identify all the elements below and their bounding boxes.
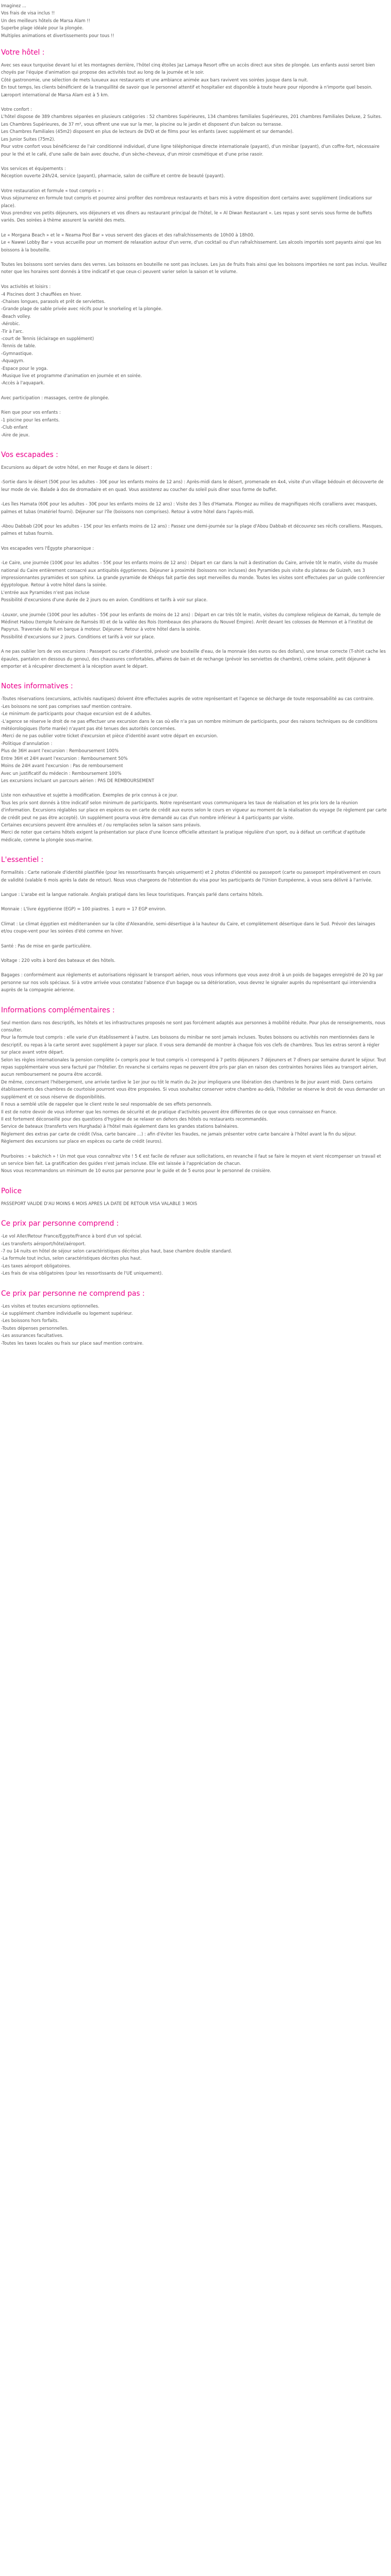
text-line: Entre 36H et 24H avant l'excursion : Remboursement 50% bbox=[1, 755, 128, 761]
section-title-prix-inclus: Ce prix par personne comprend : bbox=[1, 1219, 119, 1228]
paragraph-block bbox=[1, 611, 387, 641]
text-line: Læroport international de Marsa Alam est à 5 km. bbox=[1, 92, 109, 97]
paragraph-block bbox=[1, 545, 387, 552]
text-line: -Politique d'annulation : bbox=[1, 740, 53, 746]
text-line: -4 Piscines dont 3 chauffées en hiver. bbox=[1, 291, 82, 297]
text-line: -Beach volley. bbox=[1, 313, 31, 319]
text-line: A ne pas oublier lors de vos excursions : Passeport ou carte d'identité, prévoir une bouteille d'eau, de la monnaie (des euros ou des dollars), une tenue correcte (T-shirt cache les épaules, pantalon en dessous du genou), des chaussures confortables, affaires de bain et de rechange (prévoir les serviettes de chambre), crème solaire, petit déjeuner à emporter et à récupérer directement à la réception avant le départ. bbox=[1, 649, 386, 669]
paragraph-block bbox=[1, 409, 387, 438]
text-line: Climat : Le climat égyptien est méditerranéen sur la côte d'Alexandrie, semi-désertique à la hauteur du Caire, et complètement désertique dans le Sud. Prévoir des lainages et/ou coupe-vent pour les soirées d'été comme en hiver. bbox=[1, 921, 376, 934]
text-line: Il est fortement déconseillé pour des questions d'hygiène de se relaxer en dehors des hôtels ou restaurants recommandés. bbox=[1, 1116, 268, 1122]
paragraph-block bbox=[1, 971, 387, 993]
text-line: Possibilité d'excursions d'une durée de 2 jours ou en avion. Conditions et tarifs à voir sur place. bbox=[1, 597, 208, 603]
section-hotel bbox=[1, 46, 387, 438]
paragraph-block bbox=[1, 187, 387, 224]
text-line: -Grande plage de sable privée avec récifs pour le snorkeling et la plongée. bbox=[1, 306, 163, 312]
text-line: Formalités : Carte nationale d'identité plastifiée (pour les ressortissants français uniquement) et 2 photos d'identité ou passeport (carte ou passeport impérativement en cours de validité (valable 6 mois après la date de retour). Nous vous chargeons de l'obtention du visa pour les participants de l'Union Européenne, à vous sera délivré à l'arrivée. bbox=[1, 870, 381, 883]
text-line: -Les assurances facultatives. bbox=[1, 1333, 64, 1338]
section-title-essentiel: L'essentiel : bbox=[1, 856, 44, 865]
text-line: Les Junior Suites (75m2). bbox=[1, 136, 56, 142]
text-line: Il est de notre devoir de vous informer que les normes de sécurité et de pratique d'activités peuvent être différentes de ce que vous connaissez en France. bbox=[1, 1109, 337, 1114]
text-line: Avec un justificatif du médecin : Remboursement 100% bbox=[1, 770, 122, 776]
paragraph-block bbox=[1, 478, 387, 493]
paragraph-block bbox=[1, 695, 387, 784]
paragraph-block bbox=[1, 231, 387, 253]
text-line: -Espace pour le yoga. bbox=[1, 365, 48, 371]
text-line: -Toutes dépenses personnelles. bbox=[1, 1325, 69, 1331]
text-line: -Chaises longues, parasols et prêt de serviettes. bbox=[1, 299, 106, 304]
text-line: -Toutes réservations (excursions, activités nautiques) doivent être effectuées auprès de votre représentant et l'agence se décharge de toute responsabilité au cas contraire. bbox=[1, 696, 374, 702]
text-line: Voltage : 220 volts à bord des bateaux et des hôtels. bbox=[1, 958, 116, 963]
text-line: Votre restauration et formule « tout compris » : bbox=[1, 188, 104, 193]
text-line: Selon les règles internationales la pension complète (« compris pour le tout compris ») correspond à 7 petits déjeuners 7 déjeuners et 7 dîners par semaine durant le séjour. Tout repas supplémentaire vous sera facturé par l'hôtelier. En revanche si certains repas ne peuvent être pris par plan en raison des contraintes horaires liées au transport aérien, aucun remboursement ne pourra être accordé. bbox=[1, 1057, 386, 1077]
text-line: -Les boissons ne sont pas comprises sauf mention contraire. bbox=[1, 703, 132, 709]
paragraph-block bbox=[1, 869, 387, 884]
text-line: L'hôtel dispose de 389 chambres séparées en plusieurs catégories : 52 chambres Supérieures, 134 chambres familiales Supérieures, 201 chambres Familiales Deluxe, 2 Suites. bbox=[1, 114, 382, 120]
section-title-police: Police bbox=[1, 1187, 22, 1195]
intro-block bbox=[1, 2, 387, 39]
text-line: -La formule tout inclus, selon caractéristiques décrites plus haut. bbox=[1, 1256, 142, 1261]
paragraph-block bbox=[1, 957, 387, 964]
paragraph-block bbox=[1, 1302, 387, 1347]
paragraph-block bbox=[1, 522, 387, 537]
intro-line: Multiples animations et divertissements pour tous !! bbox=[1, 32, 115, 38]
text-line: En tout temps, les clients bénéficient de la tranquillité de savoir que le personnel attentif et hospitalier est disponible à toute heure pour répondre à n'importe quel besoin. bbox=[1, 84, 372, 90]
section-title-prix-exclus: Ce prix par personne ne comprend pas : bbox=[1, 1289, 145, 1298]
text-line: Vos escapades vers l'Égypte pharaonique : bbox=[1, 545, 94, 551]
paragraph-block bbox=[1, 394, 387, 401]
intro-line: Imaginez ... bbox=[1, 3, 26, 8]
paragraph-block bbox=[1, 920, 387, 935]
section-title-infos: Informations complémentaires : bbox=[1, 1006, 115, 1014]
intro-line: Superbe plage idéale pour la plongée. bbox=[1, 25, 84, 31]
text-line: Règlement des excursions sur place en espèces ou carte de crédit (euros). bbox=[1, 1139, 163, 1144]
text-line: -Le Caire, une journée (100€ pour les adultes - 55€ pour les enfants moins de 12 ans) : Départ en car dans la nuit à destination du Caire, arrivée tôt le matin, visite du musée national du Caire entièrement consacré aux antiquités égyptiennes. Déjeuner à proximité (boissons non incluses) des Pyramides puis visite du plateau de Guizeh, ses 3 impressionnantes pyramides et son sphinx. La grande pyramide de Khéops fait partie des sept merveilles du monde. Toutes les visites sont effectuées par un guide conférencier égyptologue. Retour à votre hôtel dans la soirée. bbox=[1, 560, 385, 588]
text-line: De même, concernant l'hébergement, une arrivée tardive le 1er jour ou tôt le matin du 2e jour impliquera une libération des chambres le 8e jour avant midi. Dans certains établissements des chambres de courtoisie pourront vous être proposées. Si vous souhaitez conserver votre chambre au-delà, l'hôtelier se réserve le droit de vous demander un supplément et ce sous réserve de disponibilités. bbox=[1, 1079, 385, 1099]
paragraph-block bbox=[1, 106, 387, 158]
text-line: -Les îles Hamata (60€ pour les adultes - 30€ pour les enfants moins de 12 ans) : Visite des 3 îles d'Hamata. Plongez au milieu de magnifiques récifs coralliens avec masques, palmes et tubas (matériel fourni). Déjeuner sur l'île (boissons non comprises). Retour à votre hôtel dans l'après-midi. bbox=[1, 501, 377, 514]
section-notes bbox=[1, 680, 387, 843]
text-line: Monnaie : L'livre égyptienne (EGP) = 100 piastres. 1 euro = 17 EGP environ. bbox=[1, 906, 167, 912]
paragraph-block bbox=[1, 500, 387, 515]
text-line: Toutes les boissons sont servies dans des verres. Les boissons en bouteille ne sont pas incluses. Les jus de fruits frais ainsi que les boissons importées ne sont pas inclus. Veuillez noter que les horaires sont donnés à titre indicatif et que ceux-ci peuvent varier selon la saison et le volume. bbox=[1, 261, 387, 275]
paragraph-block bbox=[1, 61, 387, 98]
intro-line: Vos frais de visa inclus !! bbox=[1, 10, 55, 16]
paragraph-block bbox=[1, 791, 387, 843]
text-line: -Le minimum de participants pour chaque excursion est de 4 adultes. bbox=[1, 711, 152, 717]
text-line: Pour votre confort vous bénéficierez de l'air conditionné individuel, d'une ligne téléphonique directe internationale (payant), d'un minibar (payant), d'un coffre-fort, nécessaire pour le thé et le café, d'une salle de bain avec douche, d'un sèche-cheveux, d'un miroir cosmétique et d'une prise rasoir. bbox=[1, 144, 380, 157]
section-essentiel bbox=[1, 854, 387, 993]
text-line bbox=[1, 276, 387, 283]
text-line: Langue : L'arabe est la langue nationale. Anglais pratiqué dans les lieux touristiques. Français parlé dans certains hôtels. bbox=[1, 891, 264, 897]
paragraph-block bbox=[1, 1232, 387, 1277]
paragraph-block bbox=[1, 1153, 387, 1175]
text-line: -Toutes les taxes locales ou frais sur place sauf mention contraire. bbox=[1, 1340, 144, 1346]
text-line: Moins de 24H avant l'excursion : Pas de remboursement bbox=[1, 763, 123, 769]
paragraph-block bbox=[1, 559, 387, 603]
text-line: -Musique live et programme d'animation en journée et en soirée. bbox=[1, 373, 142, 379]
text-line: Règlement des extras par carte de crédit (Visa, carte bancaire ...) : afin d'éviter les fraudes, ne jamais présenter votre carte bancaire à l'hôtel avant la fin du séjour. bbox=[1, 1131, 356, 1137]
text-line: -Aérobic. bbox=[1, 321, 20, 327]
text-line: Vos activités et loisirs : bbox=[1, 284, 51, 290]
paragraph-block bbox=[1, 464, 387, 471]
section-title-hotel: Votre hôtel : bbox=[1, 48, 45, 57]
text-line: Côté gastronomie, une sélection de mets luxueux aux restaurants et une ambiance animée aux bars ravivent vos soirées jusque dans la nuit. bbox=[1, 77, 308, 82]
text-line: -Merci de ne pas oublier votre ticket d'excursion et pièce d'identité avant votre départ en excursion. bbox=[1, 733, 218, 739]
text-line: -Les taxes aéroport obligatoires. bbox=[1, 1263, 71, 1268]
paragraph-block bbox=[1, 1019, 387, 1145]
text-line: Réception ouverte 24h/24, service (payant), pharmacie, salon de coiffure et centre de beauté (payant). bbox=[1, 173, 225, 179]
text-line: -Louxor, une journée (100€ pour les adultes - 55€ pour les enfants de moins de 12 ans) : Départ en car très tôt le matin, visites du complexe religieux de Karnak, du temple de Médinet Habou (temple funéraire de Ramsès III) et de la vallée des Rois (tombeaux des pharaons du Nouvel Empire). Arrêt devant les colosses de Memnon et à l'institut de Papyrus. Traversée du Nil en barque à moteur. Déjeuner. Retour à votre hôtel dans la soirée. bbox=[1, 612, 381, 632]
paragraph-block bbox=[1, 261, 387, 387]
text-line: Plus de 36H avant l'excursion : Remboursement 100% bbox=[1, 748, 119, 754]
text-line: Merci de noter que certains hôtels exigent la présentation sur place d'une licence officielle attestant la pratique régulière d'un sport, ou à défaut un certificat d'aptitude médicale, comme la plongée sous-marine. bbox=[1, 829, 366, 842]
sections-container bbox=[1, 46, 387, 1347]
text-line: Rien que pour vos enfants : bbox=[1, 410, 61, 415]
paragraph-block bbox=[1, 942, 387, 950]
section-title-escapades: Vos escapades : bbox=[1, 450, 58, 459]
text-line: Vous prendrez vos petits déjeuners, vos déjeuners et vos dîners au restaurant principal de l'hôtel, le « Al Diwan Restaurant ». Les repas y sont servis sous forme de buffets variés. Des soirées à thème assurent la variété des mets. bbox=[1, 210, 372, 223]
text-line: -1 piscine pour les enfants. bbox=[1, 417, 60, 422]
text-line: Il nous a semblé utile de rappeler que le client reste le seul responsable de ses effets personnels. bbox=[1, 1101, 213, 1107]
text-line: Liste non exhaustive et sujette à modification. Exemples de prix connus à ce jour. bbox=[1, 792, 178, 798]
text-line: -Les transferts aéroport/hôtel/aéroport. bbox=[1, 1241, 86, 1246]
text-line: -Aquagym. bbox=[1, 358, 25, 364]
section-infos bbox=[1, 1004, 387, 1175]
text-line: Seul mention dans nos descriptifs, les hôtels et les infrastructures proposés ne sont pas forcément adaptés aux personnes à mobilité réduite. Pour plus de renseignements, nous consulter. bbox=[1, 1020, 385, 1033]
text-line: Service de bateaux (transferts vers Hurghada) à l'hôtel mais également dans les grandes stations balnéaires. bbox=[1, 1124, 239, 1129]
text-line: -Tir à l'arc. bbox=[1, 328, 24, 334]
text-line: -L'agence se réserve le droit de ne pas effectuer une excursion dans le cas où elle n'a pas un nombre minimum de participants, pour des raisons techniques ou de conditions météorologiques (forte marée) n'ayant pas été tenues des autorités concernées. bbox=[1, 718, 378, 732]
text-line: Possibilité d'excursions sur 2 jours. Conditions et tarifs à voir sur place. bbox=[1, 634, 155, 639]
text-line: Le « Nawwi Lobby Bar » vous accueille pour un moment de relaxation autour d'un verre, d'un cocktail ou d'un rafraîchissement. Les alcools importés sont payants ainsi que les boissons à la bouteille. bbox=[1, 240, 382, 252]
text-line: Pourboires : « bakchich » ! Un mot que vous connaîtrez vite ! 5 € est facile de refuser aux sollicitations, en revanche il faut se faire le moyen et vient récompenser un travail et un service bien fait. La gratification des guides n'est jamais incluse. Elle est laissée à l'appréciation de chacun. bbox=[1, 1153, 381, 1166]
text-line: Les Chambres Familiales (45m2) disposent en plus de lecteurs de DVD et de films pour les enfants (avec supplément et sur demande). bbox=[1, 129, 294, 134]
text-line: -Gymnastique. bbox=[1, 350, 33, 356]
text-line: -Les visites et toutes excursions optionnelles. bbox=[1, 1303, 100, 1309]
section-title-notes: Notes informatives : bbox=[1, 682, 73, 691]
text-line: Avec participation : massages, centre de plongée. bbox=[1, 395, 109, 400]
text-line: Pour la formule tout compris : elle varie d'un établissement à l'autre. Les boissons du minibar ne sont jamais incluses. Toutes boissons ou activités non mentionnées dans le descriptif, ou repas à la carte seront avec supplément à payer sur place. Il vous sera demandé de montrer à chaque fois vos clefs de chambres. Tous les extras seront à régler sur place avant votre départ. bbox=[1, 1035, 380, 1055]
text-line: -Les boissons hors forfaits. bbox=[1, 1318, 59, 1324]
text-line: -Le vol Aller/Retour France/Egypte/France à bord d'un vol spécial. bbox=[1, 1233, 142, 1239]
text-line: Votre confort : bbox=[1, 107, 32, 112]
text-line: L'entrée aux Pyramides n'est pas incluse bbox=[1, 589, 90, 595]
text-line: -Sortie dans le désert (50€ pour les adultes - 30€ pour les enfants moins de 12 ans) : Après-midi dans le désert, promenade en 4x4, visite d'un village bédouin et découverte de leur mode de vie. Balade à dos de dromadaire et en quad. Vous assisterez au coucher du soleil puis dîner sous forme de buffet. bbox=[1, 479, 384, 492]
text-line: -court de Tennis (éclairage en supplément) bbox=[1, 336, 94, 342]
paragraph-block bbox=[1, 165, 387, 180]
text-line: Les Chambres Supérieures, de 37 m², vous offrent une vue sur la mer, la piscine ou le jardin et disposent d'un balcon ou terrasse. bbox=[1, 121, 283, 127]
text-line: Santé : Pas de mise en garde particulière. bbox=[1, 943, 92, 948]
text-line: Avec ses eaux turquoise devant lui et les montagnes derrière, l'hôtel cinq étoiles Jaz Lamaya Resort offre un accès direct aux sites de plongée. Les enfants aussi seront bien choyés par l'équipe d'animation qui propose des activités tout au long de la journée et le soir. bbox=[1, 62, 375, 75]
section-police bbox=[1, 1185, 387, 1207]
paragraph-block bbox=[1, 1200, 387, 1207]
text-line: -Abou Dabbab (20€ pour les adultes - 15€ pour les enfants moins de 12 ans) : Passez une demi-journée sur la plage d'Abou Dabbab et découvrez ses récifs coralliens. Masques, palmes et tubas fournis. bbox=[1, 523, 383, 536]
text-line: Bagages : conformément aux règlements et autorisations régissant le transport aérien, nous vous informons que vous avez droit à un poids de bagages enregistré de 20 kg par personne sur nos vols spéciaux. Si à votre arrivée vous constatez l'absence d'un bagage ou sa détérioration, vous devrez le signaler auprès du représentant qui interviendra auprès de la compagnie aérienne. bbox=[1, 972, 383, 993]
text-line: Les excursions incluant un parcours aérien : PAS DE REMBOURSEMENT bbox=[1, 777, 155, 783]
paragraph-block bbox=[1, 891, 387, 898]
section-prix-inclus bbox=[1, 1217, 387, 1277]
text-line: Vos services et équipements : bbox=[1, 165, 66, 171]
text-line: -Club enfant bbox=[1, 425, 28, 430]
text-line: -Accès à l'aquapark. bbox=[1, 380, 45, 386]
text-line: -7 ou 14 nuits en hôtel de séjour selon caractéristiques décrites plus haut, base chambre double standard. bbox=[1, 1248, 232, 1253]
text-line: -Aire de jeux. bbox=[1, 432, 30, 437]
text-line: -Le supplément chambre individuelle ou logement supérieur. bbox=[1, 1311, 133, 1316]
text-line: Certaines excursions peuvent être annulées et / ou remplacées selon la saison sans préavis. bbox=[1, 822, 201, 827]
intro-line: Un des meilleurs hôtels de Marsa Alam !! bbox=[1, 18, 90, 23]
text-line: Nous vous recommandons un minimum de 10 euros par personne pour le guide et de 5 euros pour le personnel de croisière. bbox=[1, 1168, 271, 1174]
text-line: PASSEPORT VALIDE D'AU MOINS 6 MOIS APRES LA DATE DE RETOUR VISA VALABLE 3 MOIS bbox=[1, 1200, 198, 1206]
paragraph-block bbox=[1, 648, 387, 670]
text-line: Excursions au départ de votre hôtel, en mer Rouge et dans le désert : bbox=[1, 464, 152, 470]
text-line: Le « Morgana Beach » et le « Neama Pool Bar » vous servent des glaces et des rafraîchissements de 10h00 à 18h00. bbox=[1, 232, 255, 238]
section-prix-exclus bbox=[1, 1287, 387, 1347]
section-escapades bbox=[1, 449, 387, 670]
text-line: Tous les prix sont donnés à titre indicatif selon minimum de participants. Notre représentant vous communiquera les taux de réalisation et les prix lors de la réunion d'information. Excursions réglables sur place en espèces ou en carte de crédit aux euros selon le cours en vigueur au moment de la réalisation du voyage (le règlement par carte de crédit peut ne pas être accepté). Un supplément pourra vous être demandé au cas d'un nombre inférieur à 4 participants par visite. bbox=[1, 800, 387, 820]
paragraph-block bbox=[1, 905, 387, 912]
text-line: -Les frais de visa obligatoires (pour les ressortissants de l'UE uniquement). bbox=[1, 1270, 163, 1276]
text-line: -Tennis de table. bbox=[1, 343, 37, 349]
text-line: Vous séjournerez en formule tout compris et pourrez ainsi profiter des nombreux restaurants et bars mis à votre disposition dont certains avec supplément (indications sur place). bbox=[1, 195, 372, 208]
